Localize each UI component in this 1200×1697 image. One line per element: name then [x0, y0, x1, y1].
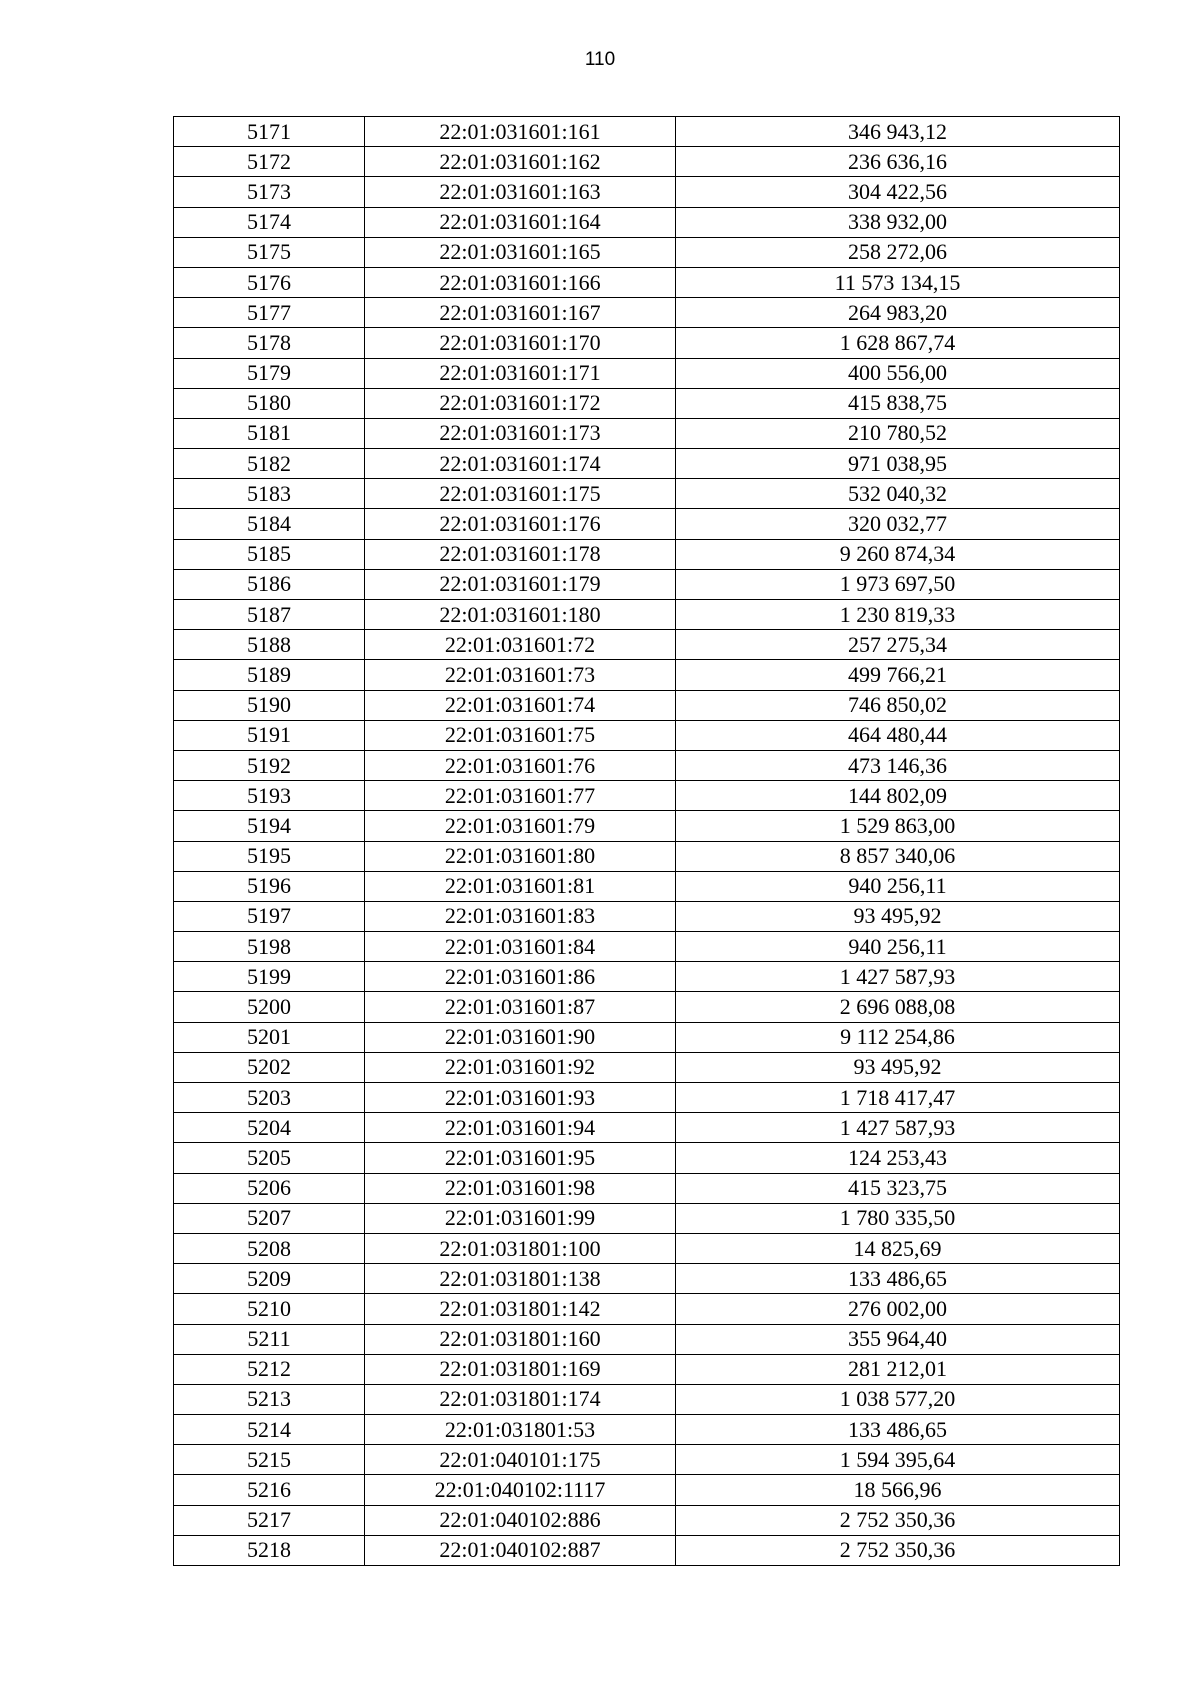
- cadastral-number-cell: 22:01:031601:76: [365, 750, 676, 780]
- cadastral-number-cell: 22:01:031601:166: [365, 267, 676, 297]
- table-row: [174, 1143, 1120, 1173]
- cadastral-number-cell: 22:01:031601:162: [365, 147, 676, 177]
- value-cell: 258 272,06: [676, 237, 1120, 267]
- table-row: [174, 1294, 1120, 1324]
- row-number-cell: 5184: [174, 509, 365, 539]
- value-cell: 1 628 867,74: [676, 328, 1120, 358]
- row-number-cell: 5176: [174, 267, 365, 297]
- value-cell: 1 427 587,93: [676, 1113, 1120, 1143]
- cadastral-number-cell: 22:01:040101:175: [365, 1445, 676, 1475]
- table-row: [174, 871, 1120, 901]
- table-row: [174, 539, 1120, 569]
- page-number: 110: [584, 49, 616, 70]
- row-number-cell: 5196: [174, 871, 365, 901]
- cadastral-number-cell: 22:01:031601:164: [365, 207, 676, 237]
- cadastral-number-cell: 22:01:031601:174: [365, 449, 676, 479]
- row-number-cell: 5212: [174, 1354, 365, 1384]
- cadastral-number-cell: 22:01:031601:72: [365, 630, 676, 660]
- table-body: [174, 117, 1120, 1566]
- table-row: [174, 660, 1120, 690]
- table-row: [174, 781, 1120, 811]
- table-row: [174, 358, 1120, 388]
- cadastral-number-cell: 22:01:031601:167: [365, 298, 676, 328]
- cadastral-number-cell: 22:01:031601:178: [365, 539, 676, 569]
- value-cell: 1 973 697,50: [676, 569, 1120, 599]
- value-cell: 9 112 254,86: [676, 1022, 1120, 1052]
- value-cell: 1 780 335,50: [676, 1203, 1120, 1233]
- row-number-cell: 5211: [174, 1324, 365, 1354]
- row-number-cell: 5193: [174, 781, 365, 811]
- table-row: [174, 509, 1120, 539]
- cadastral-number-cell: 22:01:031601:75: [365, 720, 676, 750]
- table-row: [174, 901, 1120, 931]
- cadastral-number-cell: 22:01:040102:886: [365, 1505, 676, 1535]
- cadastral-number-cell: 22:01:031601:74: [365, 690, 676, 720]
- value-cell: 1 718 417,47: [676, 1083, 1120, 1113]
- value-cell: 532 040,32: [676, 479, 1120, 509]
- value-cell: 11 573 134,15: [676, 267, 1120, 297]
- value-cell: 1 427 587,93: [676, 962, 1120, 992]
- row-number-cell: 5216: [174, 1475, 365, 1505]
- row-number-cell: 5217: [174, 1505, 365, 1535]
- table-row: [174, 600, 1120, 630]
- table-row: [174, 267, 1120, 297]
- cadastral-number-cell: 22:01:031601:95: [365, 1143, 676, 1173]
- cadastral-value-table: [173, 116, 1120, 1566]
- row-number-cell: 5208: [174, 1233, 365, 1263]
- table-row: [174, 1264, 1120, 1294]
- value-cell: 144 802,09: [676, 781, 1120, 811]
- cadastral-number-cell: 22:01:031601:176: [365, 509, 676, 539]
- row-number-cell: 5186: [174, 569, 365, 599]
- value-cell: 473 146,36: [676, 750, 1120, 780]
- row-number-cell: 5213: [174, 1384, 365, 1414]
- row-number-cell: 5182: [174, 449, 365, 479]
- table-row: [174, 811, 1120, 841]
- table-row: [174, 298, 1120, 328]
- table-row: [174, 177, 1120, 207]
- table-row: [174, 932, 1120, 962]
- value-cell: 400 556,00: [676, 358, 1120, 388]
- row-number-cell: 5181: [174, 418, 365, 448]
- value-cell: 338 932,00: [676, 207, 1120, 237]
- row-number-cell: 5201: [174, 1022, 365, 1052]
- value-cell: 304 422,56: [676, 177, 1120, 207]
- value-cell: 281 212,01: [676, 1354, 1120, 1384]
- cadastral-number-cell: 22:01:031601:179: [365, 569, 676, 599]
- value-cell: 9 260 874,34: [676, 539, 1120, 569]
- table-row: [174, 1415, 1120, 1445]
- value-cell: 346 943,12: [676, 117, 1120, 147]
- row-number-cell: 5197: [174, 901, 365, 931]
- cadastral-number-cell: 22:01:040102:887: [365, 1535, 676, 1565]
- cadastral-number-cell: 22:01:031601:94: [365, 1113, 676, 1143]
- cadastral-number-cell: 22:01:031601:86: [365, 962, 676, 992]
- row-number-cell: 5191: [174, 720, 365, 750]
- cadastral-number-cell: 22:01:031601:98: [365, 1173, 676, 1203]
- cadastral-number-cell: 22:01:031601:83: [365, 901, 676, 931]
- value-cell: 2 696 088,08: [676, 992, 1120, 1022]
- row-number-cell: 5185: [174, 539, 365, 569]
- table-row: [174, 750, 1120, 780]
- table-row: [174, 1052, 1120, 1082]
- row-number-cell: 5172: [174, 147, 365, 177]
- table-row: [174, 1083, 1120, 1113]
- table-row: [174, 1445, 1120, 1475]
- row-number-cell: 5175: [174, 237, 365, 267]
- table-row: [174, 1384, 1120, 1414]
- cadastral-number-cell: 22:01:031601:170: [365, 328, 676, 358]
- cadastral-number-cell: 22:01:031601:87: [365, 992, 676, 1022]
- table-row: [174, 237, 1120, 267]
- value-cell: 1 038 577,20: [676, 1384, 1120, 1414]
- cadastral-number-cell: 22:01:031601:163: [365, 177, 676, 207]
- row-number-cell: 5206: [174, 1173, 365, 1203]
- value-cell: 124 253,43: [676, 1143, 1120, 1173]
- cadastral-number-cell: 22:01:031601:77: [365, 781, 676, 811]
- value-cell: 940 256,11: [676, 932, 1120, 962]
- value-cell: 93 495,92: [676, 901, 1120, 931]
- cadastral-number-cell: 22:01:031601:173: [365, 418, 676, 448]
- row-number-cell: 5178: [174, 328, 365, 358]
- row-number-cell: 5180: [174, 388, 365, 418]
- value-cell: 355 964,40: [676, 1324, 1120, 1354]
- row-number-cell: 5203: [174, 1083, 365, 1113]
- cadastral-number-cell: 22:01:031601:171: [365, 358, 676, 388]
- row-number-cell: 5199: [174, 962, 365, 992]
- cadastral-number-cell: 22:01:031601:172: [365, 388, 676, 418]
- cadastral-number-cell: 22:01:031601:92: [365, 1052, 676, 1082]
- value-cell: 1 230 819,33: [676, 600, 1120, 630]
- value-cell: 320 032,77: [676, 509, 1120, 539]
- table-row: [174, 207, 1120, 237]
- row-number-cell: 5195: [174, 841, 365, 871]
- cadastral-number-cell: 22:01:031601:99: [365, 1203, 676, 1233]
- table-row: [174, 569, 1120, 599]
- row-number-cell: 5204: [174, 1113, 365, 1143]
- cadastral-number-cell: 22:01:031601:81: [365, 871, 676, 901]
- value-cell: 93 495,92: [676, 1052, 1120, 1082]
- value-cell: 133 486,65: [676, 1264, 1120, 1294]
- table-row: [174, 1022, 1120, 1052]
- cadastral-number-cell: 22:01:031801:169: [365, 1354, 676, 1384]
- row-number-cell: 5192: [174, 750, 365, 780]
- row-number-cell: 5171: [174, 117, 365, 147]
- table-row: [174, 479, 1120, 509]
- cadastral-number-cell: 22:01:031601:165: [365, 237, 676, 267]
- row-number-cell: 5207: [174, 1203, 365, 1233]
- table-row: [174, 328, 1120, 358]
- row-number-cell: 5205: [174, 1143, 365, 1173]
- row-number-cell: 5174: [174, 207, 365, 237]
- table-row: [174, 147, 1120, 177]
- value-cell: 1 529 863,00: [676, 811, 1120, 841]
- cadastral-number-cell: 22:01:031601:84: [365, 932, 676, 962]
- row-number-cell: 5209: [174, 1264, 365, 1294]
- row-number-cell: 5173: [174, 177, 365, 207]
- value-cell: 257 275,34: [676, 630, 1120, 660]
- cadastral-number-cell: 22:01:031801:138: [365, 1264, 676, 1294]
- cadastral-number-cell: 22:01:031801:142: [365, 1294, 676, 1324]
- cadastral-number-cell: 22:01:031601:93: [365, 1083, 676, 1113]
- table-row: [174, 418, 1120, 448]
- table-row: [174, 992, 1120, 1022]
- row-number-cell: 5188: [174, 630, 365, 660]
- row-number-cell: 5218: [174, 1535, 365, 1565]
- table-row: [174, 841, 1120, 871]
- row-number-cell: 5210: [174, 1294, 365, 1324]
- row-number-cell: 5200: [174, 992, 365, 1022]
- value-cell: 276 002,00: [676, 1294, 1120, 1324]
- row-number-cell: 5194: [174, 811, 365, 841]
- value-cell: 14 825,69: [676, 1233, 1120, 1263]
- cadastral-number-cell: 22:01:031801:174: [365, 1384, 676, 1414]
- table-row: [174, 1505, 1120, 1535]
- table-row: [174, 1173, 1120, 1203]
- value-cell: 18 566,96: [676, 1475, 1120, 1505]
- table-row: [174, 117, 1120, 147]
- value-cell: 264 983,20: [676, 298, 1120, 328]
- cadastral-number-cell: 22:01:031601:180: [365, 600, 676, 630]
- value-cell: 940 256,11: [676, 871, 1120, 901]
- row-number-cell: 5202: [174, 1052, 365, 1082]
- row-number-cell: 5190: [174, 690, 365, 720]
- value-cell: 746 850,02: [676, 690, 1120, 720]
- table-row: [174, 1203, 1120, 1233]
- value-cell: 415 838,75: [676, 388, 1120, 418]
- value-cell: 236 636,16: [676, 147, 1120, 177]
- value-cell: 415 323,75: [676, 1173, 1120, 1203]
- cadastral-number-cell: 22:01:031801:53: [365, 1415, 676, 1445]
- value-cell: 971 038,95: [676, 449, 1120, 479]
- table-row: [174, 962, 1120, 992]
- table-row: [174, 1535, 1120, 1565]
- row-number-cell: 5215: [174, 1445, 365, 1475]
- table-row: [174, 630, 1120, 660]
- cadastral-number-cell: 22:01:040102:1117: [365, 1475, 676, 1505]
- row-number-cell: 5198: [174, 932, 365, 962]
- value-cell: 1 594 395,64: [676, 1445, 1120, 1475]
- cadastral-number-cell: 22:01:031601:161: [365, 117, 676, 147]
- cadastral-number-cell: 22:01:031801:100: [365, 1233, 676, 1263]
- value-cell: 8 857 340,06: [676, 841, 1120, 871]
- value-cell: 133 486,65: [676, 1415, 1120, 1445]
- row-number-cell: 5177: [174, 298, 365, 328]
- row-number-cell: 5214: [174, 1415, 365, 1445]
- table-row: [174, 388, 1120, 418]
- table-row: [174, 690, 1120, 720]
- cadastral-number-cell: 22:01:031601:90: [365, 1022, 676, 1052]
- row-number-cell: 5189: [174, 660, 365, 690]
- table-row: [174, 720, 1120, 750]
- cadastral-number-cell: 22:01:031601:80: [365, 841, 676, 871]
- table-row: [174, 1354, 1120, 1384]
- value-cell: 2 752 350,36: [676, 1505, 1120, 1535]
- row-number-cell: 5183: [174, 479, 365, 509]
- table-row: [174, 449, 1120, 479]
- cadastral-number-cell: 22:01:031601:79: [365, 811, 676, 841]
- row-number-cell: 5179: [174, 358, 365, 388]
- value-cell: 210 780,52: [676, 418, 1120, 448]
- table-row: [174, 1113, 1120, 1143]
- cadastral-number-cell: 22:01:031801:160: [365, 1324, 676, 1354]
- value-cell: 464 480,44: [676, 720, 1120, 750]
- table-row: [174, 1324, 1120, 1354]
- table-row: [174, 1233, 1120, 1263]
- cadastral-number-cell: 22:01:031601:175: [365, 479, 676, 509]
- cadastral-number-cell: 22:01:031601:73: [365, 660, 676, 690]
- row-number-cell: 5187: [174, 600, 365, 630]
- value-cell: 2 752 350,36: [676, 1535, 1120, 1565]
- table-row: [174, 1475, 1120, 1505]
- value-cell: 499 766,21: [676, 660, 1120, 690]
